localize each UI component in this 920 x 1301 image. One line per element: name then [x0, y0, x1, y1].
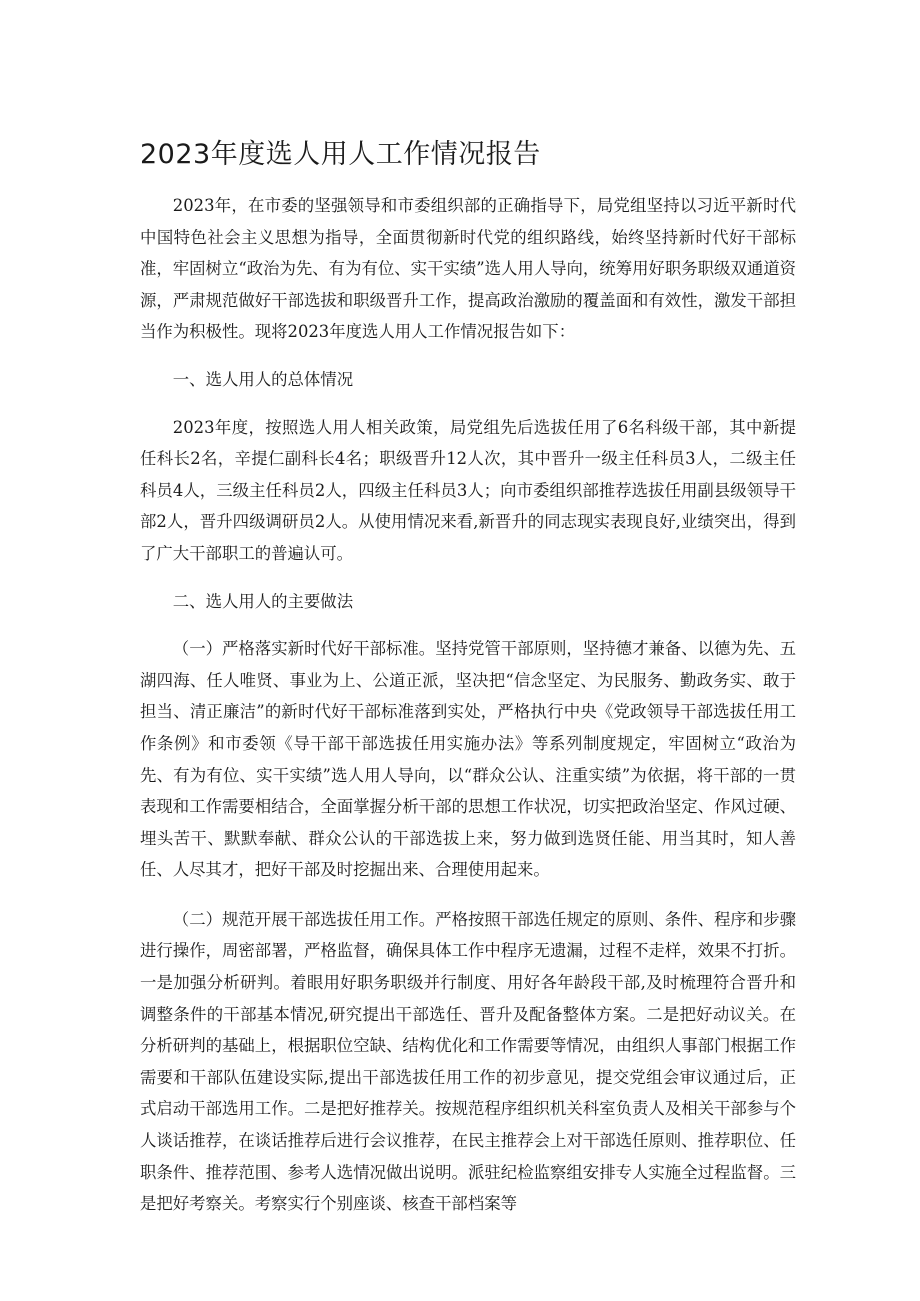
- section-2-heading: 二、选人用人的主要做法: [172, 591, 354, 611]
- document-body: [140, 190, 796, 1220]
- section-2-part-2-paragraph: （二）规范开展干部选拔任用工作。严格按照干部选任规定的原则、条件、程序和步骤进行操作，周密部署，严格监督，确保具体工作中程序无遗漏，过程不走样，效果不打折。一是加强分析研判。着眼用好职务职级并行制度、用好各年龄段干部,及时梳理符合晋升和调整条件的干部基本情况,研究提出干部选任、晋升及配备整体方案。二是把好动议关。在分析研判的基础上，根据职位空缺、结构优化和工作需要等情况，由组织人事部门根据工作需要和干部队伍建设实际,提出干部选拔任用工作的初步意见，提交党组会审议通过后，正式启动干部选用工作。二是把好推荐关。按规范程序组织机关科室负责人及相关干部参与个人谈话推荐，在谈话推荐后进行会议推荐，在民主推荐会上对干部选任原则、推荐职位、任职条件、推荐范围、参考人选情况做出说明。派驻纪检监察组安排专人实施全过程监督。三是把好考察关。考察实行个别座谈、核查干部档案等: [140, 909, 796, 1214]
- section-1-paragraph: 2023年度，按照选人用人相关政策，局党组先后选拔任用了6名科级干部，其中新提任科长2名，辛提仁副科长4名；职级晋升12人次，其中晋升一级主任科员3人，二级主任科员4人，三级主任科员2人，四级主任科员3人；向市委组织部推荐选拔任用副县级领导干部2人，晋升四级调研员2人。从使用情况来看,新晋升的同志现实表现良好,业绩突出，得到了广大干部职工的普遍认可。: [140, 417, 796, 563]
- intro-paragraph: 2023年，在市委的坚强领导和市委组织部的正确指导下，局党组坚持以习近平新时代中国特色社会主义思想为指导，全面贯彻新时代党的组织路线，始终坚持新时代好干部标准，牢固树立“政治为先、有为有位、实干实绩”选人用人导向，统筹用好职务职级双通道资源，严肃规范做好干部选拔和职级晋升工作，提高政治激励的覆盖面和有效性，激发干部担当作为积极性。现将2023年度选人用人工作情况报告如下：: [140, 196, 796, 342]
- document-title: 2023年度选人用人工作情况报告: [140, 139, 541, 170]
- section-2-part-1-paragraph: （一）严格落实新时代好干部标准。坚持党管干部原则，坚持德才兼备、以德为先、五湖四海、任人唯贤、事业为上、公道正派，坚决把“信念坚定、为民服务、勤政务实、敢于担当、清正廉洁”的新时代好干部标准落到实处，严格执行中央《党政领导干部选拔任用工作条例》和市委领《导干部干部选拔任用实施办法》等系列制度规定，牢固树立“政治为先、有为有位、实干实绩”选人用人导向，以“群众公认、注重实绩”为依据，将干部的一贯表现和工作需要相结合，全面掌握分析干部的思想工作状况，切实把政治坚定、作风过硬、埋头苦干、默默奉献、群众公认的干部选拔上来，努力做到选贤任能、用当其时，知人善任、人尽其才，把好干部及时挖掘出来、合理使用起来。: [140, 639, 796, 880]
- section-1-heading: 一、选人用人的总体情况: [172, 369, 354, 389]
